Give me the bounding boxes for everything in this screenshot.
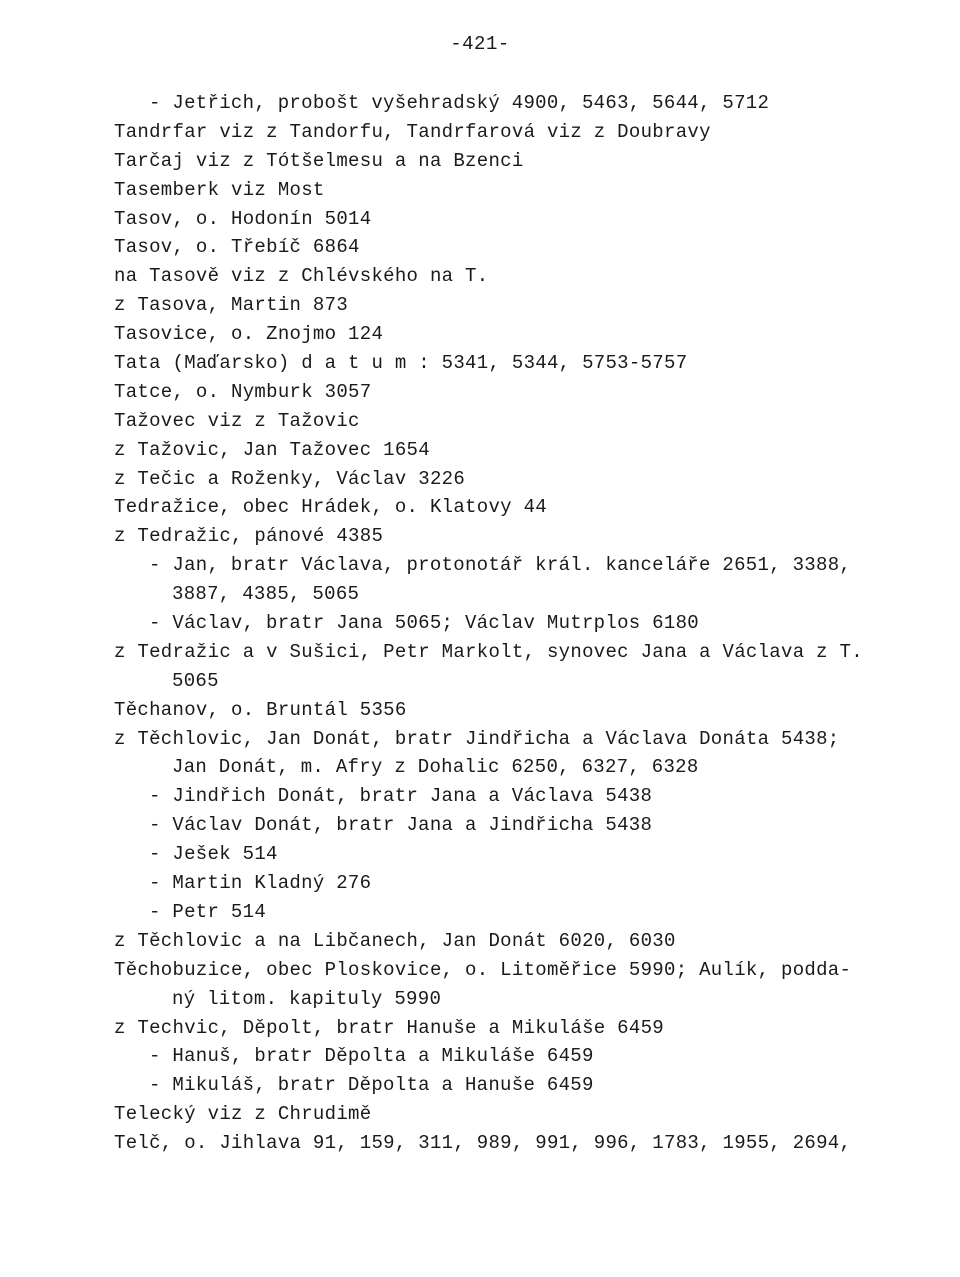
index-entry-line: - Jetřich, probošt vyšehradský 4900, 5463, 5644, 5712 xyxy=(149,92,770,114)
index-entries xyxy=(114,89,914,1158)
index-entry-line: - Martin Kladný 276 xyxy=(149,872,372,895)
index-entry-line: Tata (Maďarsko) d a t u m : 5341, 5344, 5753-5757 xyxy=(114,352,688,375)
index-entry-line: - Ješek 514 xyxy=(149,843,278,866)
index-entry-line: z Tedražic a v Sušici, Petr Markolt, synovec Jana a Václava z T. xyxy=(114,640,863,663)
index-entry-line: Tažovec viz z Tažovic xyxy=(114,409,360,432)
index-entry-line: Tasemberk viz Most xyxy=(114,178,325,201)
index-entry-line: Tasov, o. Hodonín 5014 xyxy=(114,207,372,230)
index-entry-line: - Mikuláš, bratr Děpolta a Hanuše 6459 xyxy=(149,1074,594,1097)
index-entry-line: Těchanov, o. Bruntál 5356 xyxy=(114,698,407,721)
index-entry-line: Tasov, o. Třebíč 6864 xyxy=(114,236,360,259)
index-entry-line: - Jan, bratr Václava, protonotář král. kanceláře 2651, 3388, xyxy=(149,554,852,577)
index-entry-line: - Jindřich Donát, bratr Jana a Václava 5438 xyxy=(149,785,653,808)
index-entry-line: Jan Donát, m. Afry z Dohalic 6250, 6327, 6328 xyxy=(172,756,699,779)
index-entry-line: z Tažovic, Jan Tažovec 1654 xyxy=(114,438,430,461)
index-entry-line: Telecký viz z Chrudimě xyxy=(114,1103,372,1126)
index-entry-line: z Tasova, Martin 873 xyxy=(114,294,349,317)
index-entry-line: - Petr 514 xyxy=(149,900,267,923)
index-entry-line: Tedražice, obec Hrádek, o. Klatovy 44 xyxy=(114,496,547,519)
index-entry-line: 5065 xyxy=(172,669,219,692)
index-entry-line: - Václav, bratr Jana 5065; Václav Mutrplos 6180 xyxy=(149,612,699,635)
index-entry-line: Tarčaj viz z Tótšelmesu a na Bzenci xyxy=(114,149,524,172)
index-entry-line: na Tasově viz z Chlévského na T. xyxy=(114,265,489,288)
index-entry-line: z Techvic, Děpolt, bratr Hanuše a Mikuláše 6459 xyxy=(114,1016,664,1039)
index-entry-line: Telč, o. Jihlava 91, 159, 311, 989, 991, 996, 1783, 1955, 2694, xyxy=(114,1132,852,1155)
index-entry-line: 3887, 4385, 5065 xyxy=(172,583,360,606)
index-entry-line: Těchobuzice, obec Ploskovice, o. Litoměřice 5990; Aulík, podda- xyxy=(114,958,852,981)
index-entry-line: z Tečic a Roženky, Václav 3226 xyxy=(114,467,466,490)
index-entry-line: Tandrfar viz z Tandorfu, Tandrfarová viz z Doubravy xyxy=(114,120,711,143)
index-entry-line: Tatce, o. Nymburk 3057 xyxy=(114,380,372,403)
index-entry-line: Tasovice, o. Znojmo 124 xyxy=(114,323,384,346)
index-entry-line: ný litom. kapituly 5990 xyxy=(172,987,442,1010)
index-entry-line: - Hanuš, bratr Děpolta a Mikuláše 6459 xyxy=(149,1045,594,1068)
index-entry-line: z Těchlovic, Jan Donát, bratr Jindřicha a Václava Donáta 5438; xyxy=(114,727,840,750)
index-entry-line: - Václav Donát, bratr Jana a Jindřicha 5438 xyxy=(149,814,653,837)
page-number: -421- xyxy=(450,33,510,55)
index-entry-line: z Těchlovic a na Libčanech, Jan Donát 6020, 6030 xyxy=(114,929,676,952)
index-entry-line: z Tedražic, pánové 4385 xyxy=(114,525,384,548)
